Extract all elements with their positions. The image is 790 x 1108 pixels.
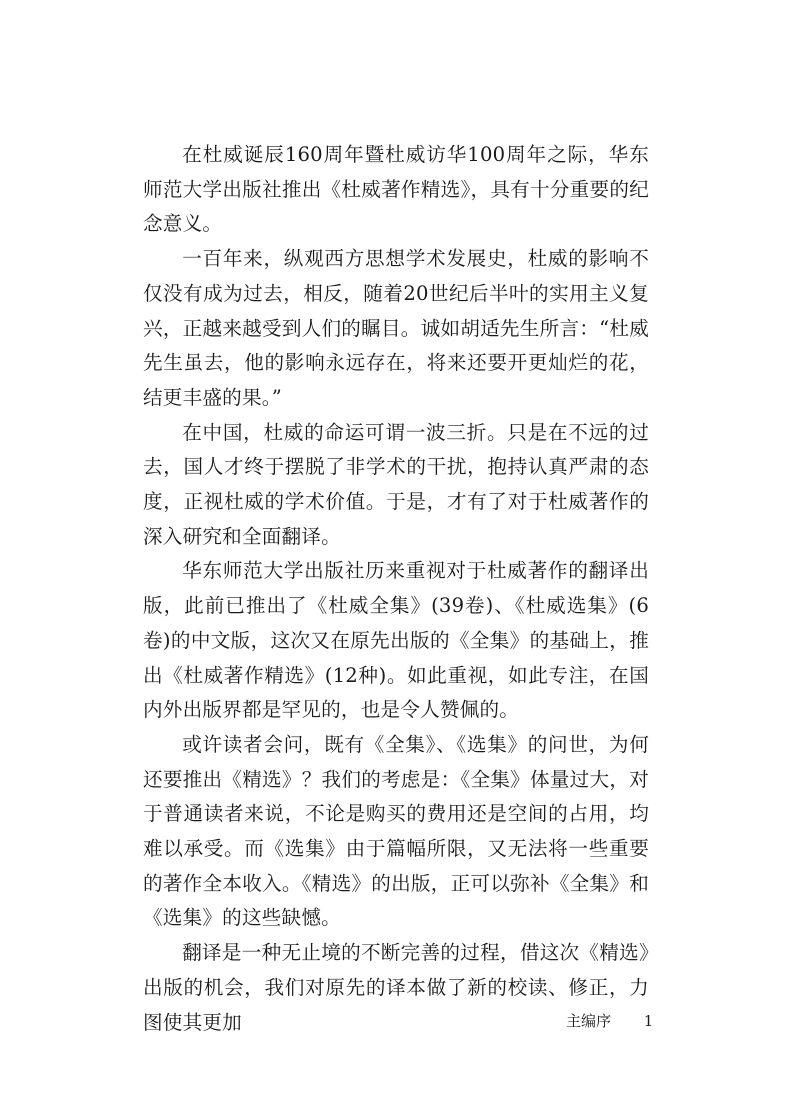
page-body [143,138,649,1040]
paragraph-5: 或许读者会问，既有《全集》、《选集》的问世，为何还要推出《精选》？我们的考虑是：《全集》体量过大，对于普通读者来说，不论是购买的费用还是空间的占用，均难以承受。而《选集》由于篇幅所限，又无法将一些重要的著作全本收入。《精选》的出版，正可以弥补《全集》和《选集》的这些缺憾。 [143,732,649,930]
paragraph-2: 一百年来，纵观西方思想学术发展史，杜威的影响不仅没有成为过去，相反，随着20世纪后半叶的实用主义复兴，正越来越受到人们的瞩目。诚如胡适先生所言：“杜威先生虽去，他的影响永远存在，将来还要开更灿烂的花，结更丰盛的果。” [143,247,649,409]
paragraph-6: 翻译是一种无止境的不断完善的过程，借这次《精选》出版的机会，我们对原先的译本做了新的校读、修正，力图使其更加 [143,941,649,1034]
paragraph-3: 在中国，杜威的命运可谓一波三折。只是在不远的过去，国人才终于摆脱了非学术的干扰，抱持认真严肃的态度，正视杜威的学术价值。于是，才有了对于杜威著作的深入研究和全面翻译。 [143,420,649,548]
paragraph-4: 华东师范大学出版社历来重视对于杜威著作的翻译出版，此前已推出了《杜威全集》(39卷)、《杜威选集》(6卷)的中文版，这次又在原先出版的《全集》的基础上，推出《杜威著作精选》(12种)。如此重视，如此专注，在国内外出版界都是罕见的，也是令人赞佩的。 [143,559,649,722]
page-number: 1 [643,1012,654,1030]
paragraph-1: 在杜威诞辰160周年暨杜威访华100周年之际，华东师范大学出版社推出《杜威著作精选》，具有十分重要的纪念意义。 [143,143,649,236]
running-head: 主编序 [566,1012,612,1030]
page-footer [566,1011,653,1031]
